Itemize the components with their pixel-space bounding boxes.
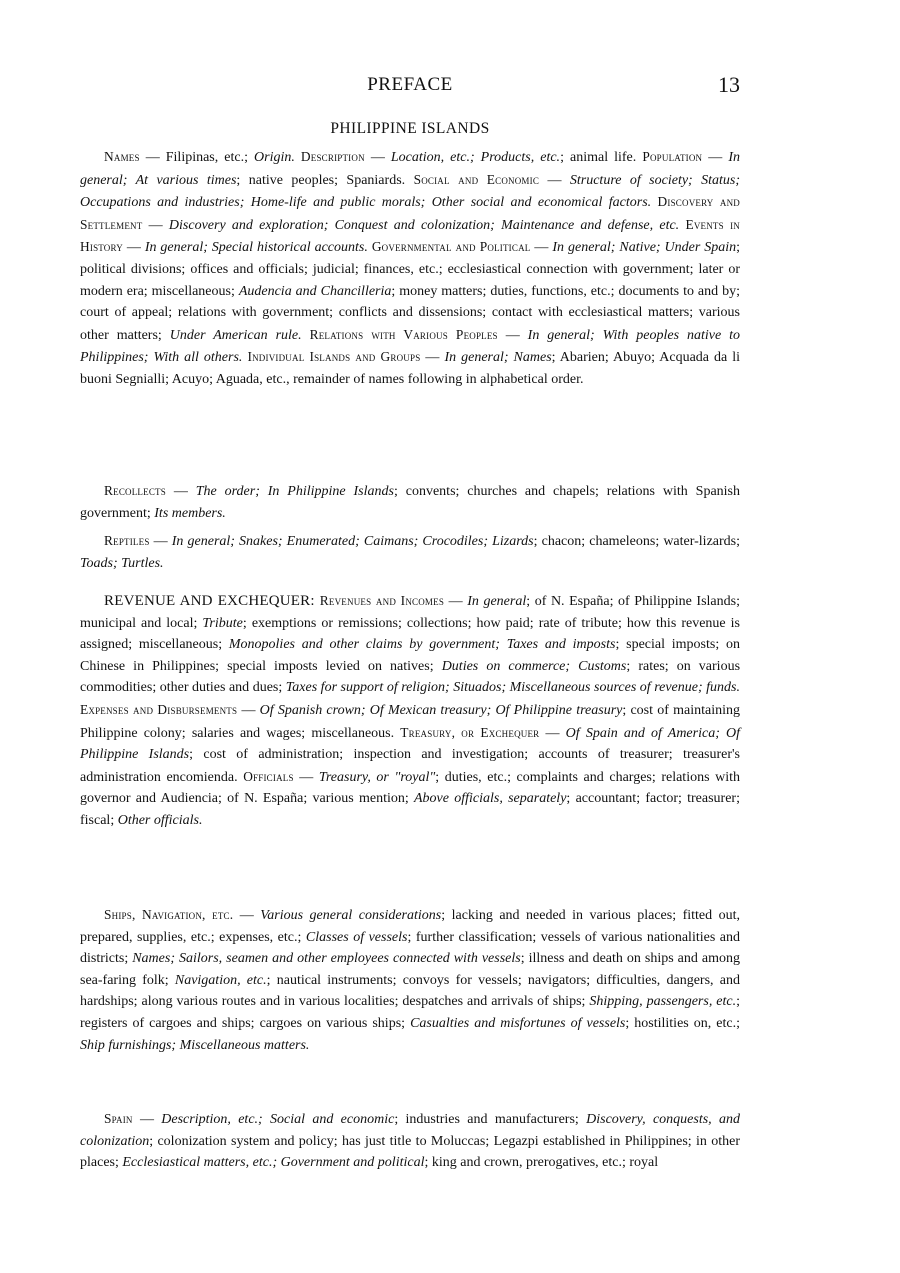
italic-run: Discovery, conquests, and colonization <box>80 1112 740 1149</box>
italic-run: Location, etc.; Products, etc. <box>390 150 561 165</box>
italic-run: In general; At various times <box>80 150 740 188</box>
section-title: PHILIPPINE ISLANDS <box>330 120 490 137</box>
heading-run: Governmental and Political <box>371 239 531 255</box>
italic-run: The order; In Philippine Islands <box>195 484 394 499</box>
text-run: ; duties, etc.; complaints and charges; relations with governor and Audiencia; of N. España; various mention; <box>80 769 741 807</box>
text-run: ; colonization system and policy; has just title to Moluccas; Legazpi established in Philippines; in other places; <box>80 1133 740 1171</box>
italic-run: In general; Snakes; Enumerated; Caimans; Crocodiles; Lizards <box>171 534 534 549</box>
heading-run: Description <box>300 149 365 164</box>
italic-run: Under American rule. <box>169 327 302 343</box>
text-run: — <box>132 1112 162 1127</box>
text-run: ; rates; on various commodities; other duties and dues; <box>80 658 741 696</box>
italic-run: In general; Native; Under Spain <box>552 240 737 256</box>
page-title: PREFACE <box>367 74 453 95</box>
italic-run: Of Spanish crown; Of Mexican treasury; Of Philippine treasury <box>259 702 623 718</box>
text-run: ; cost of administration; inspection and investigation; accounts of treasurer; treasurer's administration encomienda. <box>80 747 740 785</box>
heading-run: Ships, Navigation, etc. <box>104 907 234 922</box>
text-run: — Filipinas, etc.; <box>139 150 255 165</box>
text-run: — <box>420 350 445 366</box>
text-run: — <box>165 484 196 499</box>
paragraph-text <box>80 590 740 832</box>
text-run: ; hostilities on, etc.; <box>625 1015 740 1031</box>
text-run: — <box>702 150 729 165</box>
italic-run: Structure of society; Status; Occupations and industries; Home-life and public morals; Other social and economical factors. <box>80 172 741 211</box>
text-run: — <box>233 908 261 923</box>
italic-run: Navigation, etc. <box>174 972 267 988</box>
heading-run: Relations with Various Peoples <box>309 326 498 342</box>
italic-run: Classes of vessels <box>305 929 408 945</box>
text-run: — <box>237 702 260 718</box>
text-run: ; lacking and needed in various places; fitted out, prepared, supplies, etc.; expenses, etc.; <box>80 908 741 945</box>
heading-run: Discovery and Settlement <box>80 194 740 232</box>
italic-run: Ship furnishings; Miscellaneous matters. <box>80 1037 310 1053</box>
paragraph-text <box>80 530 740 574</box>
text-run: ; accountant; factor; treasurer; fiscal; <box>80 791 740 828</box>
text-run: — <box>364 150 391 165</box>
italic-run: Of Spain and of America; Of Philippine Islands <box>80 725 740 763</box>
page-number: 13 <box>718 72 740 97</box>
paragraph-text <box>80 480 740 524</box>
italic-run: Its members. <box>154 505 226 521</box>
text-run: — <box>149 534 172 549</box>
italic-run: Ecclesiastical matters, etc.; Government and political <box>122 1155 425 1171</box>
major-heading-run: REVENUE AND EXCHEQUER: <box>104 593 320 609</box>
heading-run: Events in History <box>80 216 740 255</box>
heading-run: Names <box>104 149 140 164</box>
text-run: ; industries and manufacturers; <box>394 1112 587 1127</box>
italic-run: Tribute <box>202 615 243 631</box>
italic-run: In general; With peoples native to Philippines; With all others. <box>80 327 741 366</box>
italic-run: Shipping, passengers, etc. <box>589 994 737 1010</box>
italic-run: In general; Special historical accounts. <box>144 240 368 256</box>
index-paragraph <box>80 1108 740 1174</box>
text-run: — <box>530 240 553 256</box>
italic-run: Duties on commerce; Customs <box>441 658 627 674</box>
italic-run: In general <box>467 594 527 609</box>
paragraph-text <box>80 904 740 1056</box>
running-head <box>80 72 740 100</box>
index-paragraph <box>80 904 740 1056</box>
italic-run: Names; Sailors, seamen and other employees connected with vessels <box>132 951 521 967</box>
text-run: — <box>122 240 145 256</box>
italic-run: Audencia and Chancilleria <box>238 283 392 299</box>
heading-run: Spain <box>104 1111 133 1126</box>
italic-run: Toads; Turtles. <box>80 555 164 571</box>
heading-run: Population <box>642 149 703 164</box>
text-run: ; illness and death on ships and among sea-faring folk; <box>80 951 740 988</box>
italic-run: Other officials. <box>117 812 203 828</box>
text-run: ; registers of cargoes and ships; cargoes on various ships; <box>80 994 740 1031</box>
italic-run: Origin. <box>254 150 295 165</box>
text-run: ; special imposts; on Chinese in Philippines; special imposts levied on natives; <box>80 637 741 674</box>
italic-run: Casualties and misfortunes of vessels <box>410 1015 626 1031</box>
paragraph-text <box>80 146 740 391</box>
text-run: ; convents; churches and chapels; relations with Spanish government; <box>80 484 741 521</box>
text-run: ; Abarien; Abuyo; Acquada da li buoni Segnialli; Acuyo; Aguada, etc., remainder of names following in alphabetical order. <box>80 350 741 387</box>
heading-run: Expenses and Disbursements <box>80 701 238 717</box>
heading-run: Social and Economic <box>413 171 540 187</box>
index-paragraph <box>80 480 740 524</box>
text-run: — <box>539 172 570 188</box>
heading-run: Individual Islands and Groups <box>247 349 421 365</box>
italic-run: Above officials, separately <box>414 791 567 807</box>
text-run: ; political divisions; offices and officials; judicial; finances, etc.; ecclesiastical connection with government; later or modern era; miscellaneous; <box>80 240 741 299</box>
italic-run: Treasury, or "royal" <box>318 769 436 785</box>
heading-run: Reptiles <box>104 533 150 548</box>
italic-run: Various general considerations <box>260 908 442 923</box>
text-run <box>302 328 310 343</box>
index-paragraph <box>80 146 740 391</box>
text-run: — <box>497 327 528 343</box>
italic-run: Monopolies and other claims by government; Taxes and imposts <box>228 637 616 653</box>
heading-run: Revenues and Incomes <box>319 593 445 608</box>
text-run: ; money matters; duties, functions, etc.; documents to and by; court of appeal; relations with government; conflicts and dissensions; contact with ecclesiastical matters; various other matters; <box>80 283 740 343</box>
index-paragraph <box>80 590 740 832</box>
text-run: ; of N. España; of Philippine Islands; municipal and local; <box>80 594 740 631</box>
paragraph-text <box>80 1108 740 1174</box>
text-run: ; nautical instruments; convoys for vessels; navigators; difficulties, dangers, and hardships; along various routes and in various localities; despatches and arrivals of ships; <box>80 972 740 1010</box>
text-run: — <box>293 769 319 785</box>
italic-run: In general; Names <box>444 350 552 366</box>
italic-run: Description, etc.; Social and economic <box>161 1112 395 1127</box>
italic-run: Taxes for support of religion; Situados; Miscellaneous sources of revenue; funds. <box>285 680 740 696</box>
heading-run: Recollects <box>104 483 166 498</box>
text-run: ; exemptions or remissions; collections; how paid; rate of tribute; how this revenue is assigned; miscellaneous; <box>80 615 740 653</box>
text-run: — <box>444 594 468 609</box>
text-run: ; cost of maintaining Philippine colony; salaries and wages; miscellaneous. <box>80 702 740 741</box>
heading-run: Officials <box>243 768 294 784</box>
text-run: ; king and crown, prerogatives, etc.; royal <box>424 1155 659 1171</box>
text-run: ; further classification; vessels of various nationalities and districts; <box>80 929 740 967</box>
italic-run: Discovery and exploration; Conquest and colonization; Maintenance and defense, etc. <box>168 217 680 233</box>
text-run: ; animal life. <box>560 150 643 165</box>
index-paragraph <box>80 530 740 574</box>
text-run: — <box>142 217 169 233</box>
text-run: ; native peoples; Spaniards. <box>236 172 414 188</box>
heading-run: Treasury, or Exchequer <box>400 724 540 740</box>
text-run: — <box>539 725 566 741</box>
text-run: ; chacon; chameleons; water-lizards; <box>533 534 741 549</box>
